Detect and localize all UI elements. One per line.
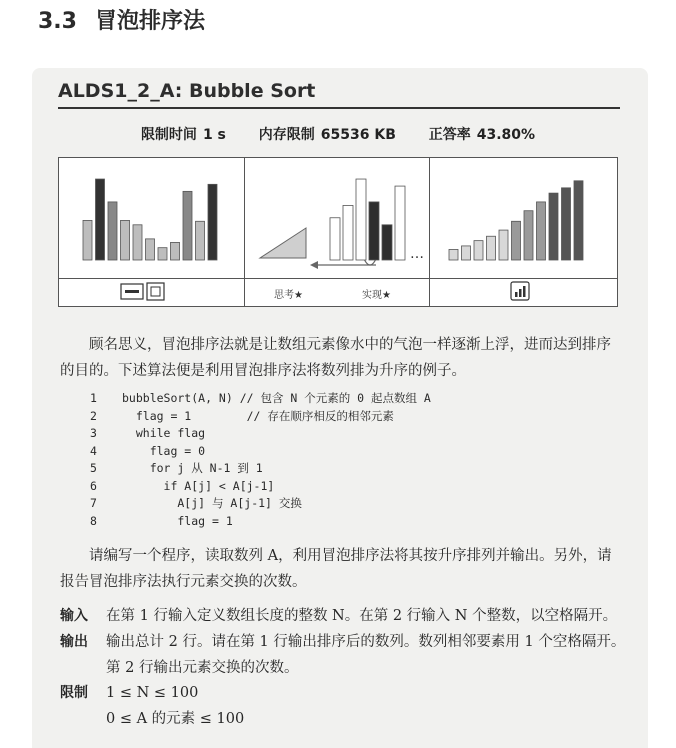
code-line — [90, 513, 431, 531]
bar — [382, 225, 392, 260]
code-line-text: flag = 1 — [122, 513, 233, 528]
output-text: 输出总计 2 行。请在第 1 行输出排序后的数列。数列相邻要素用 1 个空格隔开。第 2 行输出元素交换的次数。 — [106, 634, 626, 676]
code-line-number: 2 — [90, 408, 97, 423]
bar — [343, 205, 353, 260]
time-limit: 限制时间 1 s — [140, 127, 226, 143]
code-line-text: flag = 0 — [122, 443, 206, 458]
code-line — [90, 495, 431, 513]
code-line-number: 5 — [90, 461, 97, 475]
code-line — [90, 425, 431, 443]
problem-title: ALDS1_2_A: Bubble Sort — [58, 80, 316, 102]
bar — [562, 188, 571, 260]
section-title: 冒泡排序法 — [94, 9, 205, 34]
bar — [549, 193, 558, 260]
limit-spec — [60, 680, 630, 732]
bar — [574, 181, 583, 260]
bar — [183, 191, 192, 260]
title-rule — [58, 107, 620, 109]
figure-panel-bubbling — [244, 158, 430, 306]
output-spec — [60, 629, 630, 681]
bar — [524, 211, 533, 260]
bar — [133, 225, 142, 260]
bar — [158, 248, 167, 260]
code-line-number: 7 — [90, 496, 97, 510]
bar — [537, 202, 546, 260]
problem-limits — [0, 124, 676, 144]
bar — [449, 249, 458, 260]
code-line-text: for j 从 N-1 到 1 — [122, 461, 263, 475]
pseudocode-block — [90, 390, 431, 530]
bubbling-bars — [244, 158, 429, 278]
memory-limit: 内存限制 65536 KB — [258, 127, 396, 143]
bar — [462, 246, 471, 260]
bar — [208, 184, 217, 260]
bubble-arrow-head — [310, 261, 318, 269]
code-line — [90, 478, 431, 496]
code-line-text: while flag — [122, 426, 206, 440]
intro-paragraph: 顾名思义，冒泡排序法就是让数组元素像水中的气泡一样逐渐上浮，进而达到排序的目的。下述算法便是利用冒泡排序法将数列排为升序的例子。 — [60, 337, 611, 379]
label-implement: 实现★ — [362, 290, 391, 301]
bar — [83, 220, 92, 260]
code-line-text: if A[j] < A[j-1] — [122, 478, 275, 493]
accept-rate: 正答率 43.80% — [428, 127, 536, 143]
code-line-text: A[j] 与 A[j-1] 交换 — [122, 496, 302, 510]
code-line — [90, 460, 431, 478]
bar — [121, 220, 130, 260]
bar — [474, 241, 483, 260]
bar — [96, 179, 105, 260]
section-heading — [38, 4, 205, 35]
limit-line-2: 0 ≤ A 的元素 ≤ 100 — [106, 711, 245, 727]
bar — [330, 218, 340, 260]
limit-label: 限制 — [60, 685, 88, 701]
code-line — [90, 443, 431, 461]
bar — [512, 221, 521, 260]
code-line-number: 4 — [90, 443, 97, 458]
bar — [499, 230, 508, 260]
bar — [108, 202, 117, 260]
limit-line-1: 1 ≤ N ≤ 100 — [106, 685, 199, 701]
section-number: 3.3 — [38, 9, 77, 34]
sorted-bars — [429, 158, 617, 278]
unsorted-bars — [59, 158, 244, 278]
code-line — [90, 390, 431, 408]
bar — [146, 239, 155, 260]
bubble-sort-figure — [58, 157, 618, 307]
code-line-text: flag = 1 // 存在顺序相反的相邻元素 — [122, 408, 394, 423]
task-paragraph: 请编写一个程序，读取数列 A，利用冒泡排序法将其按升序排列并输出。另外，请报告冒泡排序法执行元素交换的次数。 — [60, 548, 612, 590]
ellipsis: … — [410, 246, 424, 262]
label-think: 思考★ — [274, 290, 303, 301]
bar — [171, 242, 180, 260]
code-line-number: 6 — [90, 478, 97, 493]
bar — [356, 179, 366, 260]
code-line-number: 8 — [90, 513, 97, 528]
input-spec — [60, 603, 630, 629]
code-line-text: bubbleSort(A, N) // 包含 N 个元素的 0 起点数组 A — [122, 391, 431, 405]
input-label: 输入 — [60, 608, 88, 624]
bar — [395, 186, 405, 260]
input-text: 在第 1 行输入定义数组长度的整数 N。在第 2 行输入 N 个整数，以空格隔开。 — [106, 608, 618, 624]
figure-divider — [59, 278, 617, 279]
code-line — [90, 408, 431, 426]
code-line-number: 1 — [90, 391, 97, 405]
figure-panel-sorted — [429, 158, 618, 306]
difficulty-wedge — [260, 228, 306, 258]
output-label: 输出 — [60, 634, 88, 650]
code-line-number: 3 — [90, 426, 97, 440]
bar — [487, 236, 496, 260]
bar — [196, 221, 205, 260]
bar — [369, 202, 379, 260]
figure-panel-unsorted — [59, 158, 245, 306]
